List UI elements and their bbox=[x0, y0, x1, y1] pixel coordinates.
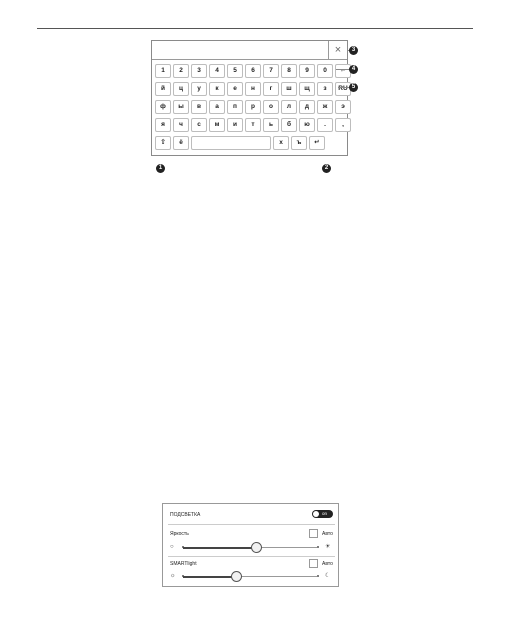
key[interactable]: л bbox=[281, 100, 297, 114]
callout-2: 2 bbox=[322, 164, 331, 173]
slider-dot bbox=[317, 575, 319, 577]
key[interactable]: м bbox=[209, 118, 225, 132]
enter-key[interactable]: ↵ bbox=[309, 136, 325, 150]
callout-5: 5 bbox=[349, 83, 358, 92]
slider-dot bbox=[317, 546, 319, 548]
key[interactable]: 3 bbox=[191, 64, 207, 78]
brightness-auto-checkbox[interactable] bbox=[309, 529, 318, 538]
key[interactable]: н bbox=[245, 82, 261, 96]
sun-icon: ☼ bbox=[170, 573, 176, 579]
callout-1: 1 bbox=[156, 164, 165, 173]
key[interactable]: . bbox=[317, 118, 333, 132]
key[interactable]: г bbox=[263, 82, 279, 96]
header-rule bbox=[37, 28, 473, 29]
key[interactable]: т bbox=[245, 118, 261, 132]
backlight-toggle[interactable] bbox=[312, 510, 333, 518]
key[interactable]: 0 bbox=[317, 64, 333, 78]
key[interactable]: 7 bbox=[263, 64, 279, 78]
key[interactable]: 8 bbox=[281, 64, 297, 78]
key[interactable]: ъ bbox=[291, 136, 307, 150]
key[interactable]: ы bbox=[173, 100, 189, 114]
brightness-label: Яркость bbox=[170, 531, 189, 537]
keyboard-row-digits bbox=[155, 64, 351, 78]
key[interactable]: ь bbox=[263, 118, 279, 132]
key[interactable]: 1 bbox=[155, 64, 171, 78]
key[interactable]: п bbox=[227, 100, 243, 114]
key[interactable]: ч bbox=[173, 118, 189, 132]
key[interactable]: щ bbox=[299, 82, 315, 96]
key[interactable]: э bbox=[335, 100, 351, 114]
key[interactable]: о bbox=[263, 100, 279, 114]
key[interactable]: 4 bbox=[209, 64, 225, 78]
key[interactable]: 5 bbox=[227, 64, 243, 78]
key[interactable]: б bbox=[281, 118, 297, 132]
key[interactable]: и bbox=[227, 118, 243, 132]
keyboard-row-bottom bbox=[155, 136, 325, 150]
divider bbox=[168, 556, 335, 557]
key[interactable]: ж bbox=[317, 100, 333, 114]
divider bbox=[168, 524, 335, 525]
onscreen-keyboard bbox=[151, 40, 348, 156]
brightness-thumb[interactable] bbox=[251, 542, 262, 553]
key[interactable]: р bbox=[245, 100, 261, 114]
key[interactable]: а bbox=[209, 100, 225, 114]
backspace-key[interactable]: ← bbox=[335, 64, 351, 78]
brightness-fill bbox=[183, 547, 257, 549]
shift-key[interactable]: ⇧ bbox=[155, 136, 171, 150]
callout-3: 3 bbox=[349, 46, 358, 55]
key[interactable]: с bbox=[191, 118, 207, 132]
key[interactable]: 9 bbox=[299, 64, 315, 78]
toggle-knob bbox=[313, 511, 319, 517]
key[interactable]: е bbox=[227, 82, 243, 96]
bulb-bright-icon: ☀ bbox=[325, 544, 331, 550]
smartlight-auto-checkbox[interactable] bbox=[309, 559, 318, 568]
key[interactable]: й bbox=[155, 82, 171, 96]
callout-4: 4 bbox=[349, 65, 358, 74]
smartlight-label: SMARTlight bbox=[170, 561, 197, 567]
brightness-slider[interactable] bbox=[183, 547, 317, 548]
key[interactable]: 2 bbox=[173, 64, 189, 78]
key[interactable]: ю bbox=[299, 118, 315, 132]
toggle-label: on bbox=[322, 511, 328, 516]
language-key[interactable]: RU bbox=[335, 82, 351, 96]
keyboard-row-3 bbox=[155, 100, 351, 114]
key[interactable]: к bbox=[209, 82, 225, 96]
brightness-auto-label: Авто bbox=[322, 531, 333, 537]
key[interactable]: , bbox=[335, 118, 351, 132]
key[interactable]: д bbox=[299, 100, 315, 114]
smartlight-slider[interactable] bbox=[183, 576, 317, 577]
moon-icon: ☾ bbox=[325, 573, 331, 579]
smartlight-thumb[interactable] bbox=[231, 571, 242, 582]
key[interactable]: у bbox=[191, 82, 207, 96]
space-key[interactable] bbox=[191, 136, 271, 150]
panel-title: ПОДСВЕТКА bbox=[170, 512, 201, 518]
keyboard-row-4 bbox=[155, 118, 351, 132]
key[interactable]: я bbox=[155, 118, 171, 132]
key[interactable]: з bbox=[317, 82, 333, 96]
key[interactable]: в bbox=[191, 100, 207, 114]
key[interactable]: ё bbox=[173, 136, 189, 150]
backlight-panel bbox=[162, 503, 339, 587]
key[interactable]: х bbox=[273, 136, 289, 150]
key[interactable]: 6 bbox=[245, 64, 261, 78]
text-input-field[interactable] bbox=[152, 41, 347, 60]
bulb-dim-icon: ○ bbox=[170, 544, 174, 550]
keyboard-row-2 bbox=[155, 82, 351, 96]
clear-button[interactable]: × bbox=[328, 41, 347, 60]
smartlight-auto-label: Авто bbox=[322, 561, 333, 567]
smartlight-fill bbox=[183, 576, 237, 578]
key[interactable]: ф bbox=[155, 100, 171, 114]
key[interactable]: ц bbox=[173, 82, 189, 96]
key[interactable]: ш bbox=[281, 82, 297, 96]
